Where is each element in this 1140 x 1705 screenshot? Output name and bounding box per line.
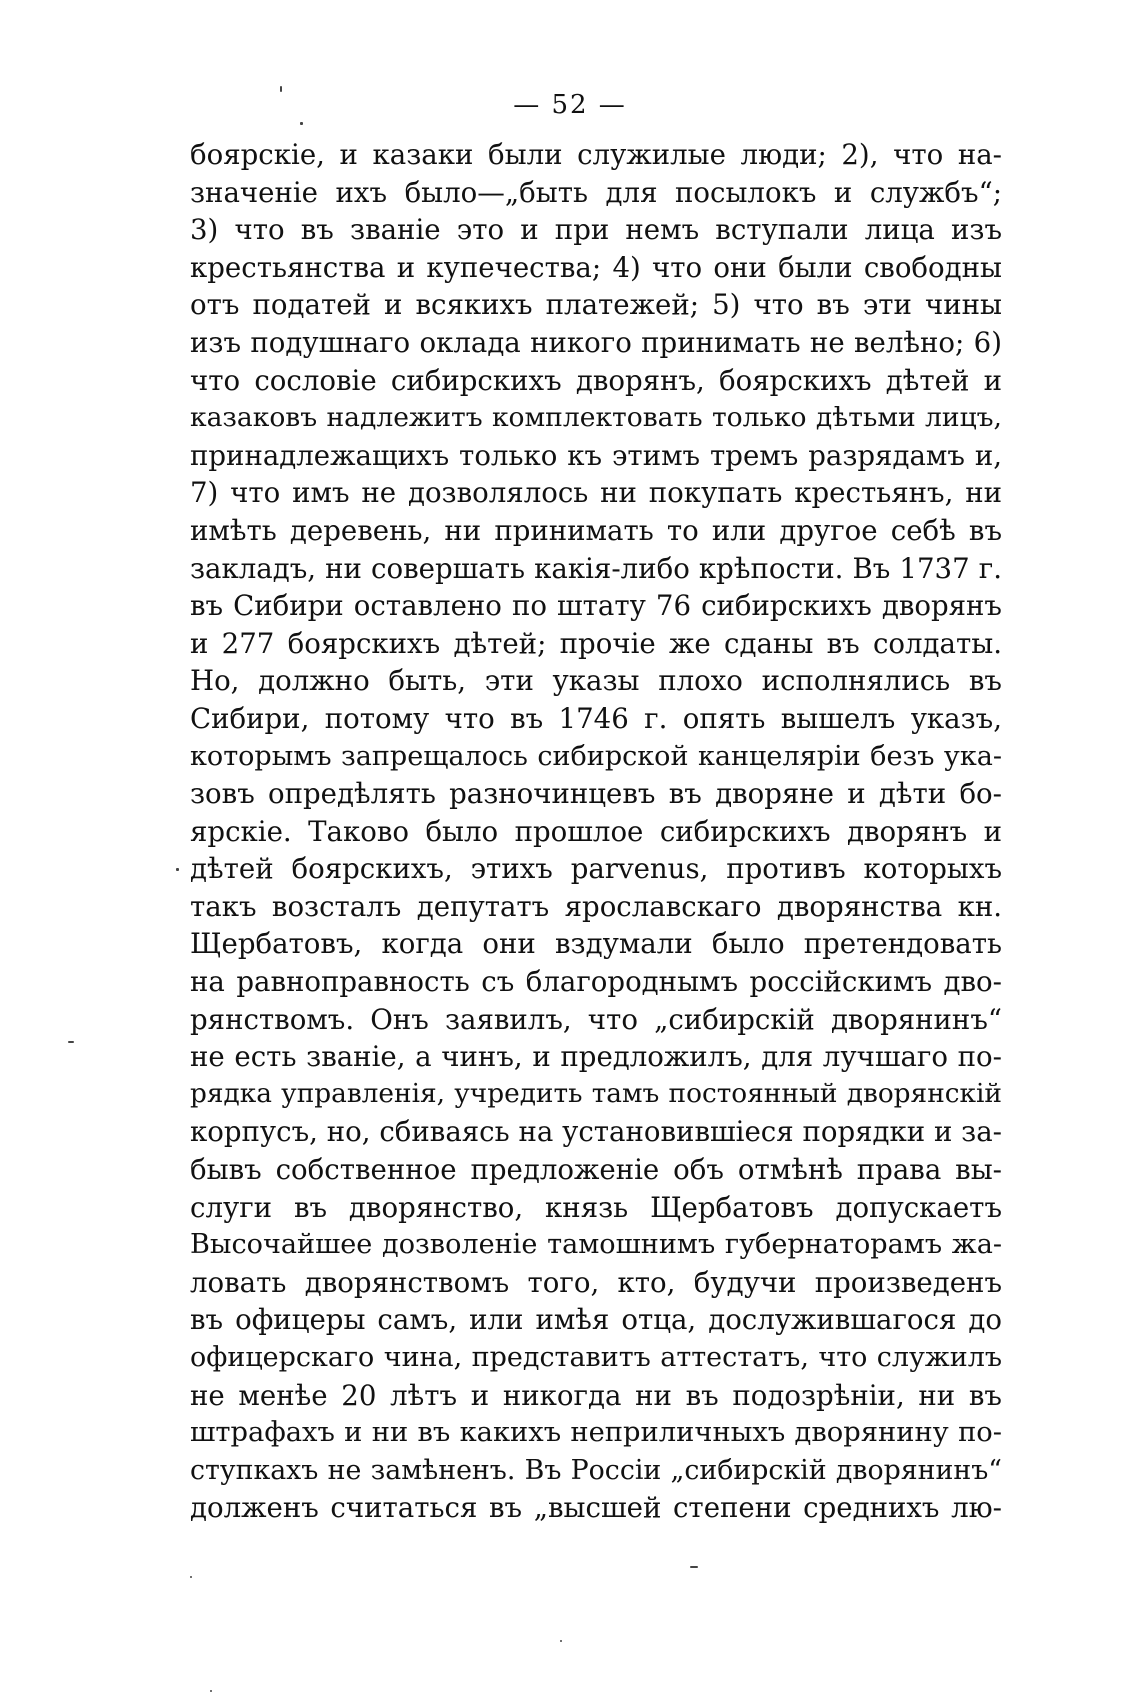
text-line: значеніе ихъ было—„быть для посылокъ и службъ“; <box>190 175 1002 209</box>
text-line: крестьянства и купечества; 4) что они были свободны <box>190 250 1002 284</box>
scan-speck <box>560 1640 562 1642</box>
text-line: въ офицеры самъ, или имѣя отца, дослужившагося до <box>190 1303 1002 1337</box>
text-line: которымъ запрещалось сибирской канцеляріи безъ ука- <box>190 740 1002 772</box>
page-number: — 52 — <box>513 90 627 120</box>
scan-speck <box>280 86 282 92</box>
text-line: зовъ опредѣлять разночинцевъ въ дворяне и дѣти бо- <box>190 777 1002 811</box>
text-line: и 277 боярскихъ дѣтей; прочіе же сданы въ солдаты. <box>190 626 1002 660</box>
scan-speck <box>176 868 179 871</box>
text-line: рянствомъ. Онъ заявилъ, что „сибирскій дворянинъ“ <box>190 1002 1002 1036</box>
text-line: Высочайшее дозволеніе тамошнимъ губернаторамъ жа- <box>190 1229 1002 1261</box>
text-line: казаковъ надлежитъ комплектовать только дѣтьми лицъ, <box>190 402 1002 434</box>
text-line: бывъ собственное предложеніе объ отмѣнѣ права вы- <box>190 1153 1002 1187</box>
text-line: Щербатовъ, когда они вздумали было претендовать <box>190 927 1002 961</box>
text-line: ловать дворянствомъ того, кто, будучи произведенъ <box>190 1265 1002 1299</box>
scan-speck <box>690 1566 698 1568</box>
text-line: долженъ считаться въ „высшей степени среднихъ лю- <box>190 1491 1002 1525</box>
scan-speck <box>190 1576 192 1578</box>
text-line: Сибири, потому что въ 1746 г. опять вышелъ указъ, <box>190 701 1002 735</box>
text-line: рядка управленія, учредить тамъ постоянный дворянскій <box>190 1078 1002 1109</box>
text-line: боярскіе, и казаки были служилые люди; 2), что на- <box>190 138 1002 171</box>
text-line: 7) что имъ не дозволялось ни покупать крестьянъ, ни <box>190 476 1002 510</box>
text-line: штрафахъ и ни въ какихъ неприличныхъ дворянину по- <box>190 1417 1002 1449</box>
scan-speck <box>300 122 303 125</box>
text-line: въ Сибири оставлено по штату 76 сибирскихъ дворянъ <box>190 589 1002 623</box>
text-line: слуги въ дворянство, князь Щербатовъ допускаетъ <box>190 1190 1002 1224</box>
text-line: ступкахъ не замѣненъ. Въ Россіи „сибирскій дворянинъ“ <box>190 1454 1002 1486</box>
text-line: 3) что въ званіе это и при немъ вступали лица изъ <box>190 213 1002 247</box>
text-line: принадлежащихъ только къ этимъ тремъ разрядамъ и, <box>190 438 1002 472</box>
body-text <box>190 136 1002 1527</box>
text-line: на равноправность съ благороднымъ россійскимъ дво- <box>190 965 1002 999</box>
text-line: офицерскаго чина, представитъ аттестатъ, что служилъ <box>190 1342 1002 1373</box>
text-line: ярскіе. Таково было прошлое сибирскихъ дворянъ и <box>190 814 1002 848</box>
scan-speck <box>210 1690 212 1692</box>
text-line: не есть званіе, а чинъ, и предложилъ, для лучшаго по- <box>190 1040 1002 1074</box>
text-line: отъ податей и всякихъ платежей; 5) что въ эти чины <box>190 288 1002 322</box>
text-line: имѣть деревень, ни принимать то или другое себѣ въ <box>190 513 1002 547</box>
text-line: изъ подушнаго оклада никого принимать не велѣно; 6) <box>190 325 1002 359</box>
text-line: закладъ, ни совершать какія-либо крѣпости. Въ 1737 г. <box>190 551 1002 585</box>
text-line: дѣтей боярскихъ, этихъ parvenus, противъ которыхъ <box>190 852 1002 886</box>
text-line: не менѣе 20 лѣтъ и никогда ни въ подозрѣніи, ни въ <box>190 1378 1002 1412</box>
text-line: такъ возсталъ депутатъ ярославскаго дворянства кн. <box>190 889 1002 923</box>
text-line: что сословіе сибирскихъ дворянъ, боярскихъ дѣтей и <box>190 363 1002 397</box>
text-line: Но, должно быть, эти указы плохо исполнялись въ <box>190 664 1002 698</box>
text-line: корпусъ, но, сбиваясь на установившіеся порядки и за- <box>190 1115 1002 1149</box>
scan-speck <box>68 1041 74 1043</box>
